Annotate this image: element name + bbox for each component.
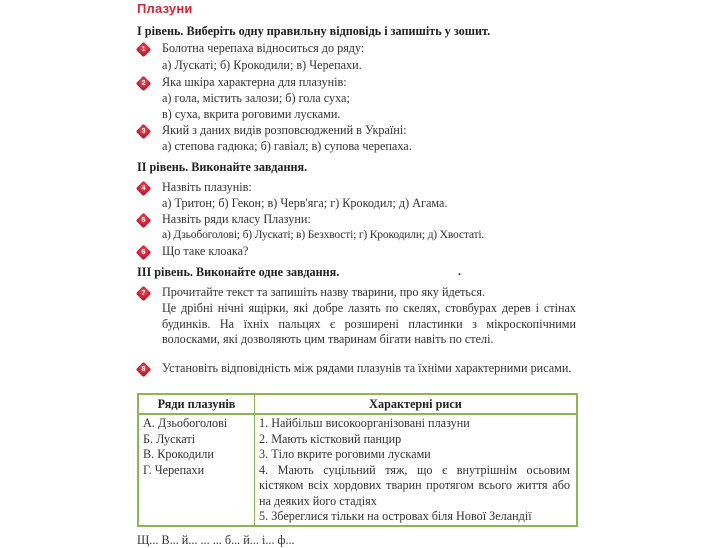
question-2-options-line-2: в) суха, вкрита роговими лусками. <box>162 107 341 121</box>
question-1-options: а) Лускаті; б) Крокодили; в) Черепахи. <box>162 58 362 72</box>
question-7-paragraph: Це дрібні нічні ящірки, які добре лазять по скелях, стовбурах дерев і стінах будинків. На їхніх пальцях є розширені пластинки з мікроскопічними волосками, які дозволяють цим тваринам бігати навіть по стелі. <box>162 301 576 346</box>
question-number-icon: 4 <box>136 181 152 197</box>
question-number-icon: 8 <box>136 362 152 378</box>
question-4-options: а) Тритон; б) Гекон; в) Черв'яга; г) Крокодил; д) Агама. <box>162 196 448 210</box>
trait-item: 1. Найбільш високоорганізовані плазуни <box>259 416 470 430</box>
question-number-icon: 2 <box>136 76 152 92</box>
question-number-icon: 7 <box>136 286 152 302</box>
matching-table <box>137 393 578 527</box>
trait-item: 2. Мають кістковий панцир <box>259 431 402 446</box>
stray-dot: . <box>458 264 461 278</box>
order-item: Б. Лускаті <box>143 431 196 446</box>
question-1-text: Болотна черепаха відноситься до ряду: <box>162 41 365 55</box>
question-3-options: а) степова гадюка; б) гавіал; в) супова черепаха. <box>162 139 412 153</box>
trait-item: 5. Збереглися тільки на островах біля Нової Зеландії <box>259 509 532 523</box>
question-4-text: Назвіть плазунів: <box>162 180 252 194</box>
level-2-heading: ІІ рівень. Виконайте завдання. <box>137 160 308 174</box>
question-6-text: Що таке клоака? <box>162 244 249 258</box>
question-5-options: а) Дзьобоголові; б) Лускаті; в) Безхвості; г) Крокодили; д) Хвостаті. <box>162 228 485 241</box>
column-header-orders: Ряди плазунів <box>138 394 255 414</box>
order-item: Г. Черепахи <box>143 462 205 477</box>
cut-off-text-line: Щ... В... й... ... ... б... й... і... ф... <box>137 533 295 547</box>
orders-cell <box>138 414 255 526</box>
level-3-heading: ІІІ рівень. Виконайте одне завдання. <box>137 265 340 279</box>
trait-item: 4. Мають суцільний тяж, що є внутрішнім осьовим кістяком всіх хордових тварин протягом всього життя або на деяких його стадіях <box>259 462 570 508</box>
order-item: В. Крокодили <box>143 447 214 461</box>
question-2-options-line-1: а) гола, містить залози; б) гола суха; <box>162 91 350 105</box>
question-5-text: Назвіть ряди класу Плазуни: <box>162 212 311 226</box>
question-number-icon: 5 <box>136 213 152 229</box>
question-number-icon: 3 <box>136 124 152 140</box>
order-item: А. Дзьобоголові <box>143 416 228 430</box>
question-number-icon: 6 <box>136 245 152 261</box>
question-number-icon: 1 <box>136 42 152 58</box>
table-row <box>138 414 577 526</box>
question-3-text: Який з даних видів розповсюджений в Україні: <box>162 123 407 137</box>
page-title: Плазуни <box>137 1 193 16</box>
question-8-text: Установіть відповідність між рядами плазунів та їхніми характерними рисами. <box>162 361 572 375</box>
trait-item: 3. Тіло вкрите роговими лусками <box>259 447 431 461</box>
table-header-row <box>138 394 577 414</box>
traits-cell <box>255 414 578 526</box>
column-header-traits: Характерні риси <box>255 394 578 414</box>
question-7-text: Прочитайте текст та запишіть назву тварини, про яку йдеться. <box>162 285 486 299</box>
level-1-heading: І рівень. Виберіть одну правильну відповідь і запишіть у зошит. <box>137 24 491 38</box>
question-2-text: Яка шкіра характерна для плазунів: <box>162 75 347 89</box>
